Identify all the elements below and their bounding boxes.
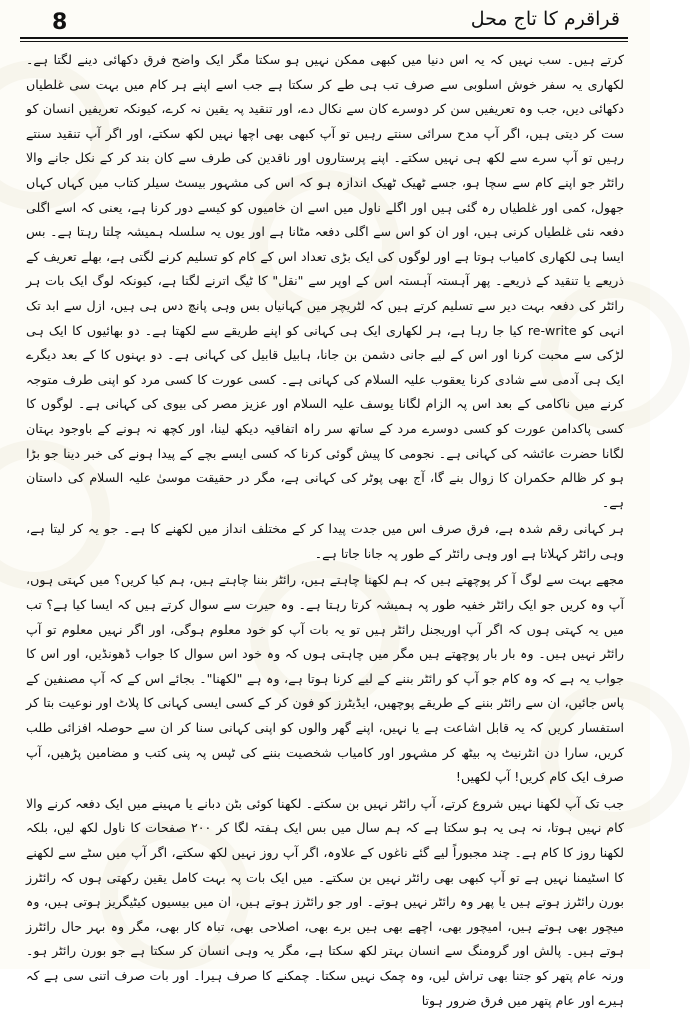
book-title: قراقرم کا تاج محل [470,8,620,30]
page-number: 8 [52,10,68,35]
header-divider-thin [20,41,628,42]
header-divider [20,37,628,39]
paragraph: جب تک آپ لکھنا نہیں شروع کرتے، آپ رائٹر نہیں بن سکتے۔ لکھنا کوئی بٹن دبانے یا مہینے میں ایک دفعہ کرنے والا کام نہیں ہوتا، نہ ہی یہ ہو سکتا ہے کہ ہم سال میں بس ایک ہفتہ لگا کر ۲۰۰ صفحات کا ناول لکھ لیں، بلکہ لکھنا روز کا کام ہے۔ چند مجبوراً لیے گئے ناغوں کے علاوہ، اگر آپ روز نہیں لکھ سکتے، اگر آپ میں سٹے سے لکھنے کا اسٹیمنا نہیں ہے تو آپ کبھی بھی رائٹر نہیں بن سکتے۔ میں ایک بات پہ بہت کامل یقین رکھتی ہوں کہ رائٹرز بورن رائٹرز ہوتے ہیں یا پھر وہ رائٹر نہیں ہوتے۔ اور جو رائٹرز ہوتے ہیں، ان میں بیسیوں کیٹیگریز ہوتی ہیں، وہ میچور بھی ہوتے ہیں، امیچور بھی، اچھے بھی ہیں برے بھی، اصلاحی بھی، تباہ کار بھی، مگر وہ بہر حال رائٹرز ہوتے ہیں۔ پالش اور گرومنگ سے انسان بہتر لکھ سکتا ہے، مگر یہ وہی انسان کر سکتا ہے جو بورن رائٹر ہو۔ ورنہ عام پتھر کو جتنا بھی تراش لیں، وہ چمک نہیں سکتا۔ چمکنے کا صرف ہیرا۔ اور بات صرف اتنی سی ہے کہ ہیرے اور عام پتھر میں فرق ضرور ہوتا [26,795,624,1008]
paragraph: مجھے بہت سے لوگ آ کر پوچھتے ہیں کہ ہم لکھنا چاہتے ہیں، رائٹر بننا چاہتے ہیں، ہم کیا کریں؟ میں کہتی ہوں، آپ وہ کریں جو ایک رائٹر خفیہ طور پہ ہمیشہ کرتا رہتا ہے۔ وہ حیرت سے سوال کرتے ہیں کہ ایسا کیا ہے؟ تب میں یہ کہتی ہوں کہ اگر آپ اوریجنل رائٹر ہیں تو یہ بات آپ کو خود معلوم ہوگی، اور اگر نہیں معلوم تو آپ رائٹر نہیں ہیں۔ وہ بار بار پوچھتے ہیں مگر میں چاہتی ہوں کہ وہ خود اس سوال کا جواب ڈھونڈیں، اور اس کا جواب یہ ہے کہ وہ کام جو آپ کو رائٹر بننے کے لیے کرنا ہوتا ہے، وہ ہے "لکھنا"۔ بجائے اس کے کہ آپ مصنفین کے پاس جائیں، ان سے رائٹر بننے کے طریقے پوچھیں، ایڈیٹرز کو فون کر کے کسی ایسی کہانی کا پلاٹ اور نوعیت بتا کر استفسار کریں کہ یہ قابل اشاعت ہے یا نہیں، اپنے گھر والوں کو اپنی کہانی سنا کر ان سے حوصلہ افزائی طلب کریں، سارا دن انٹرنیٹ پہ بیٹھ کر مشہور اور کامیاب شخصیت بننے کی ٹپس پہ پنی کتب و مضامین پڑھیں، آپ صرف ایک کام کریں! آپ لکھیں! [26,572,624,785]
paragraph: ہر کہانی رقم شدہ ہے، فرق صرف اس میں جدت پیدا کر کے مختلف انداز میں لکھنے کا ہے۔ جو یہ کر لیتا ہے، وہی رائٹر کہلاتا ہے اور وہی رائٹر کے طور پہ جانا جاتا ہے۔ [26,521,624,561]
paragraph: کرتے ہیں۔ سب نہیں کہ یہ اس دنیا میں کبھی ممکن نہیں ہو سکتا مگر ایک واضح فرق دکھائی دینے لگتا ہے۔ لکھاری یہ سفر خوش اسلوبی سے صرف تب ہی طے کر سکتا ہے جب اسے اپنے ہر کام میں بہت سی غلطیاں دکھائی دیں، جب وہ تعریفیں سن کر دوسرے کان سے نکال دے، اور تنقید پہ یقین نہ کرے، کیونکہ تعریفیں انسان کو ست کر دیتی ہیں، اگر آپ مدح سرائی سنتے رہیں تو آپ کبھی بھی اچھا نہیں لکھ سکتے، اور اگر آپ تنقید سنتے رہیں تو آپ سرے سے لکھ ہی نہیں سکتے۔ اپنے پرستاروں اور ناقدین کی طرف سے کان بند کر کے نکل جانے والا رائٹر جو اپنے کام سے سچا ہو، جسے ٹھیک ٹھیک اندازہ ہو کہ اس کی مشہور بیسٹ سیلر کتاب میں کہاں کہاں جھول، کمی اور غلطیاں رہ گئی ہیں اور اگلے ناول میں اسے ان خامیوں کو کیسے دور کرنا ہے، یعنی کہ اسے اگلی دفعہ نئی غلطیاں کرنی ہیں، اور ان کو اس سے اگلی دفعہ مٹانا ہے اور یوں یہ سلسلہ ہمیشہ چلتا رہتا ہے۔ بس ایسا ہی لکھاری کامیاب ہوتا ہے اور لوگوں کی ایک بڑی تعداد اس کے کام کو تسلیم کرنے لگتی ہے، بھلے تعریف کے ذریعے یا تنقید کے ذریعے۔ پھر آہستہ آہستہ اس کے اوپر سے "نقل" کا ٹیگ اترنے لگتا ہے، کیونکہ لوگ ایک بات ہر رائٹر کی دفعہ بہت دیر سے تسلیم کرتے ہیں کہ لٹریچر میں کہانیاں بس وہی پانچ دس ہی ہیں، ازل سے ابد تک انہی کو re-write کیا جا رہا ہے، ہر لکھاری ایک ہی کہانی کو اپنے طریقے سے لکھتا ہے۔ دو بھائیوں کا ایک ہی لڑکی سے محبت کرنا اور اس کے لیے جانی دشمن بن جانا، ہابیل قابیل کی کہانی ہے۔ دو بہنوں کا کے بعد دیگرے ایک ہی آدمی سے شادی کرنا یعقوب علیہ السلام کی کہانی ہے۔ کسی عورت کا کسی مرد کو اپنی طرف متوجہ کرنے میں ناکامی کے بعد اس پہ الزام لگانا یوسف علیہ السلام اور عزیز مصر کی بیوی کی کہانی ہے۔ لوگوں کا کسی پاکدامن عورت کو کسی دوسرے مرد کے ساتھ سر راہ اتفاقیہ دیکھ لینا، اور کچھ نہ ہونے کے باوجود بہتان لگانا حضرت عائشہ کی کہانی ہے۔ نجومی کا پیش گوئی کرنا کہ کسی ایسے بچے کے پیدا ہونے کی خبر دینا جو بڑا ہو کر ظالم حکمران کا زوال بنے گا، آج بھی پوٹر کی کہانی ہے، مگر در حقیقت موسیٰ علیہ السلام کی داستان ہے۔ [26,52,624,510]
body-text [26,48,624,1008]
